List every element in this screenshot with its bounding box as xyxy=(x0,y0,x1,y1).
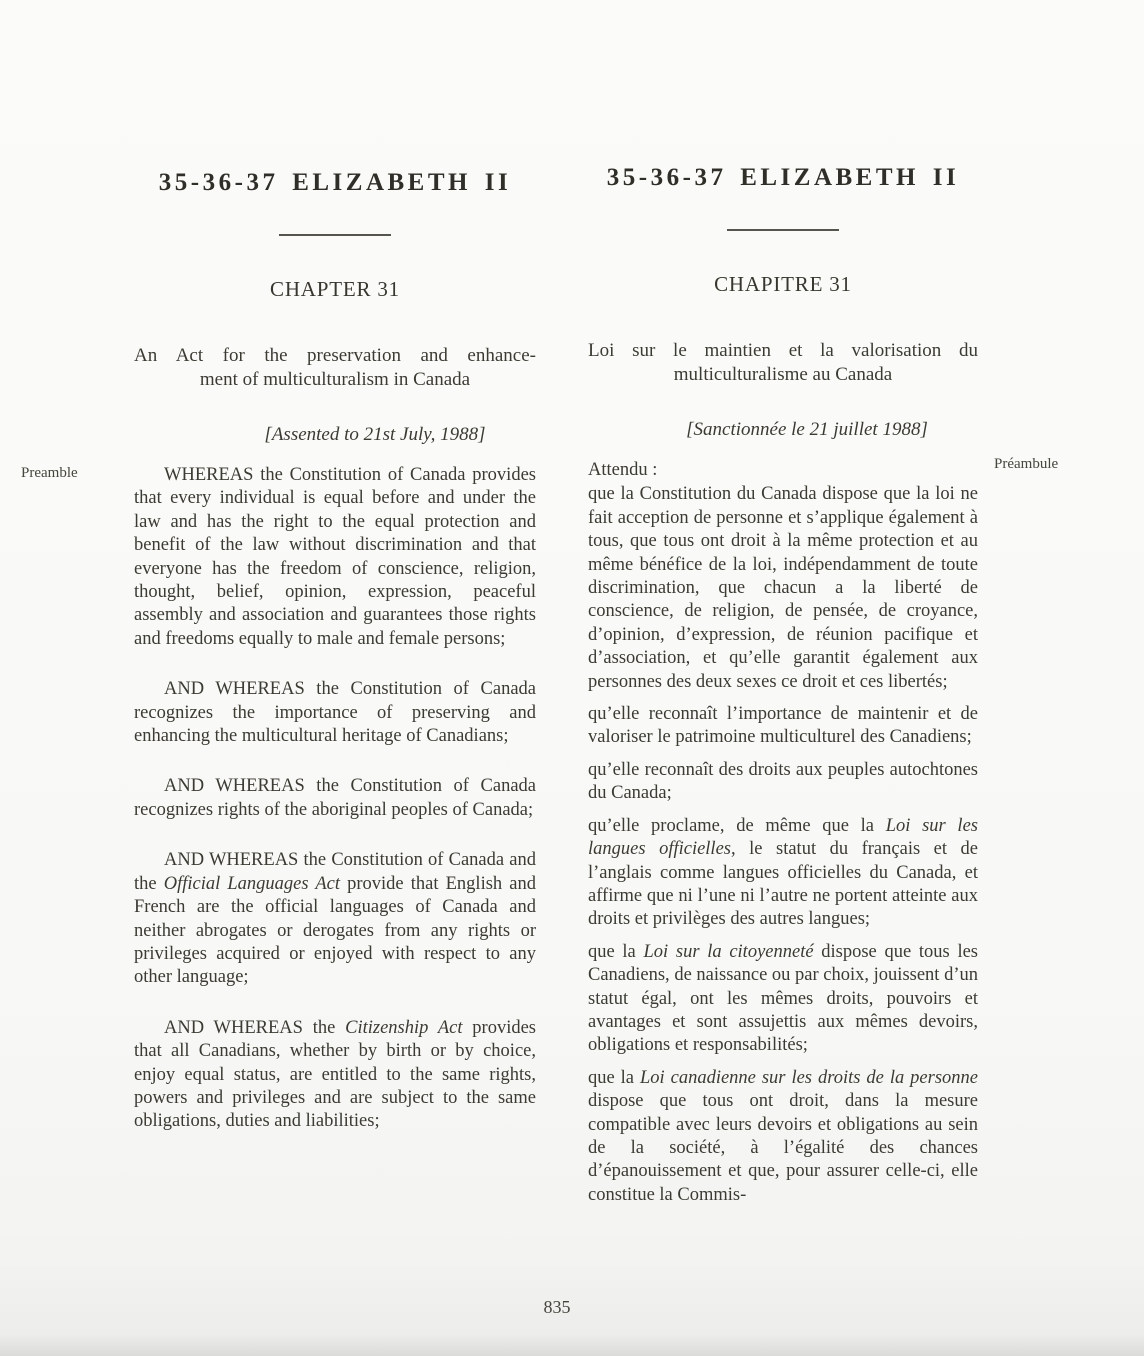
text-run: qu’elle proclame, de même que la xyxy=(588,815,886,836)
page-edge-shadow xyxy=(0,1334,1144,1356)
act-title-french xyxy=(588,339,978,386)
divider-rule-french xyxy=(727,229,839,231)
page-number: 835 xyxy=(543,1297,571,1317)
act-title-line-2: multiculturalisme au Canada xyxy=(673,363,893,385)
text-run: , le statut du français et de l’anglais comme langues officielles du Canada, et affirme que ni l’une ni l’autre ne portent atteinte aux droits et privilèges des autres langues; xyxy=(588,839,978,930)
text-run: dispose que tous ont droit, dans la mesure compatible avec leurs devoirs et obligations au sein de la société, à l’égalité des chances d’épanouissement et que, pour assurer celle-ci, elle constitue la Commis- xyxy=(588,1091,978,1205)
body-paragraph xyxy=(134,849,536,989)
text-run: que la Constitution du Canada dispose que la loi ne fait acception de personne et s’applique également à tous, que tous ont droit à la même protection et au même bénéfice de la loi, indépendamment de toute discrimination, que chacun a la liberté de conscience, de religion, de pensée, de croyance, d’opinion, d’expression, de réunion pacifique et d’association, et qu’elle garantit également aux personnes des deux sexes ce droit et ces libertés; xyxy=(588,484,978,692)
body-paragraph xyxy=(134,1017,536,1134)
french-preamble-paragraphs xyxy=(588,459,978,1207)
text-run: qu’elle reconnaît l’importance de maintenir et de valoriser le patrimoine multiculturel des Canadiens; xyxy=(588,704,978,748)
english-preamble-paragraphs xyxy=(134,464,536,1134)
cited-act-title: Loi canadienne sur les droits de la personne xyxy=(639,1067,978,1088)
text-run: dispose que tous les Canadiens, de naissance ou par choix, jouissent d’un statut égal, ont les mêmes droits, pouvoirs et avantages et sont assujettis aux mêmes devoirs, obligations et responsabilités; xyxy=(588,941,978,1056)
text-run: AND WHEREAS the Constitution of Canada recognizes the importance of preserving and enhancing the multicultural heritage of Canadians; xyxy=(134,679,536,747)
running-title-english: 35-36-37 ELIZABETH II xyxy=(158,169,512,196)
text-run: AND WHEREAS the Constitution of Canada recognizes rights of the aboriginal peoples of Canada; xyxy=(134,776,536,820)
text-run: que la xyxy=(588,941,644,962)
text-run: que la xyxy=(588,1067,640,1088)
body-paragraph xyxy=(588,703,978,750)
text-run: provide that English and French are the official languages of Canada and neither abrogates or derogates from any rights or privileges acquired or enjoyed with respect to any other language; xyxy=(134,873,536,988)
act-title-line-1: An Act for the preservation and enhance- xyxy=(134,345,536,366)
assent-line-french: [Sanctionnée le 21 juillet 1988] xyxy=(686,419,928,440)
text-run: AND WHEREAS the Constitution of Canada and the xyxy=(134,850,536,894)
chapter-heading-french: CHAPITRE 31 xyxy=(714,272,852,296)
divider-rule-english xyxy=(279,234,391,236)
margin-note-preamble: Preamble xyxy=(21,465,78,481)
body-paragraph xyxy=(588,459,978,482)
text-run: Attendu : xyxy=(588,460,658,480)
text-run: provides that all Canadians, whether by birth or by choice, enjoy equal status, are entitled to the same rights, powers and privileges and are subject to the same obligations, duties and liabilities; xyxy=(134,1017,536,1132)
margin-note-preambule: Préambule xyxy=(994,456,1059,472)
assent-line-english: [Assented to 21st July, 1988] xyxy=(264,424,486,445)
act-title-line-2: ment of multiculturalism in Canada xyxy=(199,368,471,390)
body-paragraph xyxy=(588,815,978,932)
text-run: WHEREAS the Constitution of Canada provides that every individual is equal before and under the law and has the right to the equal protection and benefit of the law without discrimination and that everyone has the freedom of conscience, religion, thought, belief, opinion, expression, peaceful assembly and association and guarantees those rights and freedoms equally to male and female persons; xyxy=(134,465,536,649)
cited-act-title: Loi sur les langues officielles xyxy=(588,815,978,860)
text-run: AND WHEREAS the xyxy=(164,1017,346,1038)
act-title-line-1: Loi sur le maintien et la valorisation du xyxy=(588,340,978,361)
body-paragraph xyxy=(588,941,978,1058)
body-paragraph xyxy=(588,483,978,694)
body-paragraph xyxy=(134,678,536,748)
act-title-english xyxy=(134,344,536,391)
body-paragraph xyxy=(134,775,536,822)
body-paragraph xyxy=(588,1067,978,1207)
chapter-heading-english: CHAPTER 31 xyxy=(270,277,400,301)
french-column xyxy=(588,163,978,1216)
cited-act-title: Loi sur la citoyenneté xyxy=(643,941,814,962)
english-column xyxy=(134,168,536,1161)
text-run: qu’elle reconnaît des droits aux peuples autochtones du Canada; xyxy=(588,759,978,804)
running-title-french: 35-36-37 ELIZABETH II xyxy=(606,164,960,191)
cited-act-title: Citizenship Act xyxy=(345,1017,463,1038)
body-paragraph xyxy=(588,759,978,806)
cited-act-title: Official Languages Act xyxy=(163,873,341,894)
body-paragraph xyxy=(134,464,536,651)
